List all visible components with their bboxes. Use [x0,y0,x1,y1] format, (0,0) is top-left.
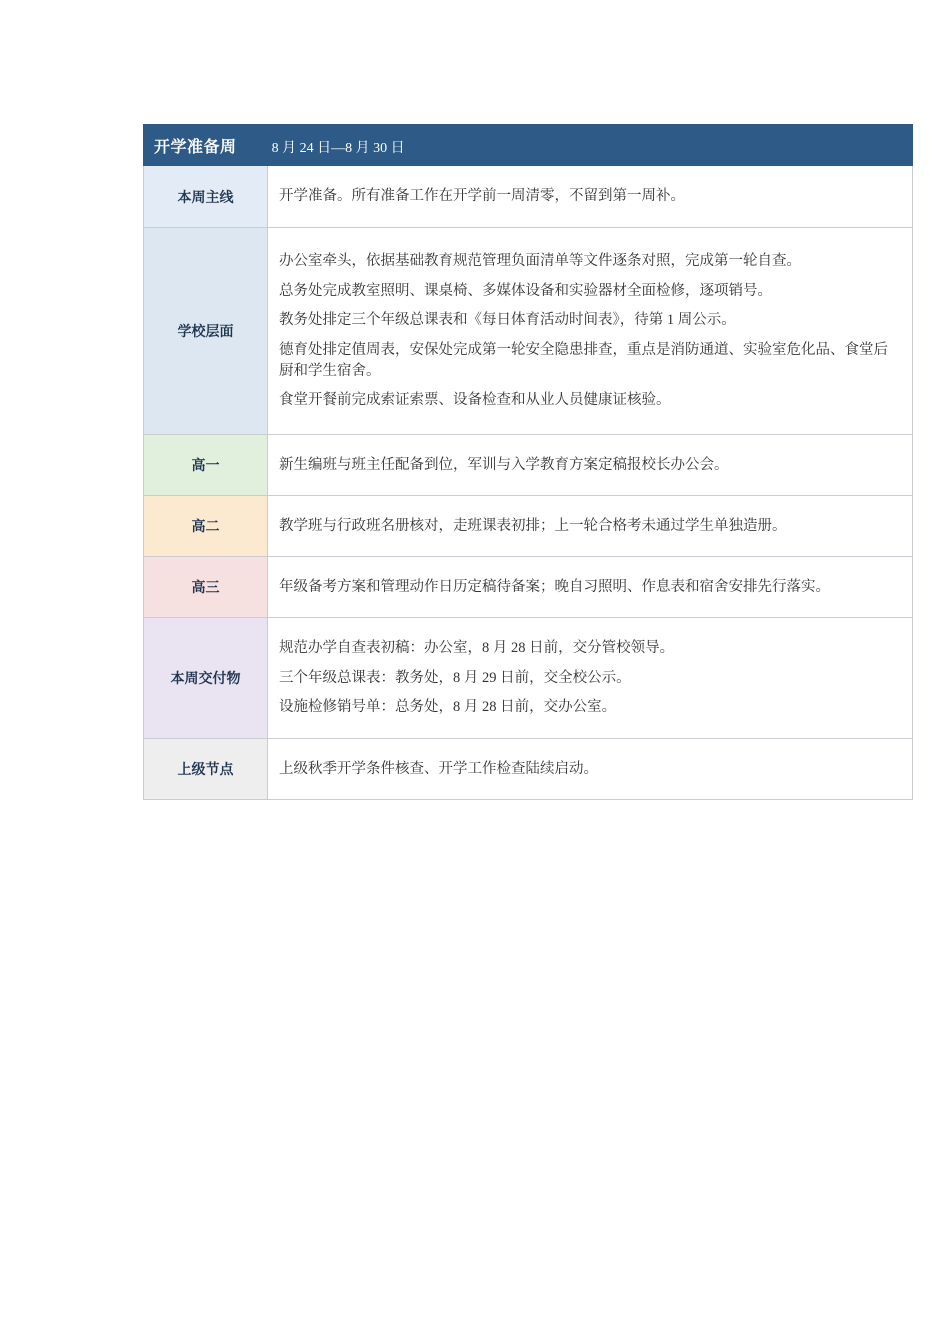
content-line: 德育处排定值周表，安保处完成第一轮安全隐患排查，重点是消防通道、实验室危化品、食堂后厨和学生宿舍。 [279,341,888,379]
content-line: 三个年级总课表：教务处，8 月 29 日前，交全校公示。 [279,669,631,686]
row-label-grade3: 高三 [144,557,268,618]
content-line: 教学班与行政班名册核对，走班课表初排；上一轮合格考未通过学生单独造册。 [279,517,787,534]
row-content-grade3 [268,557,913,618]
table-header-cell [144,125,913,166]
weekly-plan-table [143,124,913,800]
content-line: 开学准备。所有准备工作在开学前一周清零，不留到第一周补。 [279,188,685,204]
table-row-upper-node [144,739,913,800]
row-content-grade2 [268,496,913,557]
row-label-grade1: 高一 [144,435,268,496]
table-row-school [144,228,913,435]
row-label-upper-node: 上级节点 [144,739,268,800]
content-line: 办公室牵头，依据基础教育规范管理负面清单等文件逐条对照，完成第一轮自查。 [279,253,801,269]
table-row-grade2 [144,496,913,557]
content-line: 设施检修销号单：总务处，8 月 28 日前，交办公室。 [279,699,617,715]
content-line: 食堂开餐前完成索证索票、设备检查和从业人员健康证核验。 [279,392,671,408]
content-line: 教务处排定三个年级总课表和《每日体育活动时间表》，待第 1 周公示。 [279,312,736,328]
content-line: 新生编班与班主任配备到位，军训与入学教育方案定稿报校长办公会。 [279,456,729,473]
row-content-deliverables [268,618,913,739]
row-content-upper-node [268,739,913,800]
table-row-grade1 [144,435,913,496]
row-content-grade1 [268,435,913,496]
week-title: 开学准备周 [154,136,237,156]
content-line: 规范办学自查表初稿：办公室，8 月 28 日前，交分管校领导。 [279,640,675,656]
row-content-main-line [268,166,913,228]
table-row-deliverables [144,618,913,739]
row-content-school [268,228,913,435]
row-label-school: 学校层面 [144,228,268,435]
row-label-grade2: 高二 [144,496,268,557]
table-header-row [144,125,913,166]
content-line: 上级秋季开学条件核查、开学工作检查陆续启动。 [279,760,598,777]
content-line: 总务处完成教室照明、课桌椅、多媒体设备和实验器材全面检修，逐项销号。 [279,282,772,299]
row-label-deliverables: 本周交付物 [144,618,268,739]
table-row-grade3 [144,557,913,618]
table-row-main-line [144,166,913,228]
row-label-main-line: 本周主线 [144,166,268,228]
content-line: 年级备考方案和管理动作日历定稿待备案；晚自习照明、作息表和宿舍安排先行落实。 [279,578,830,595]
week-date-range: 8 月 24 日—8 月 30 日 [271,140,405,156]
